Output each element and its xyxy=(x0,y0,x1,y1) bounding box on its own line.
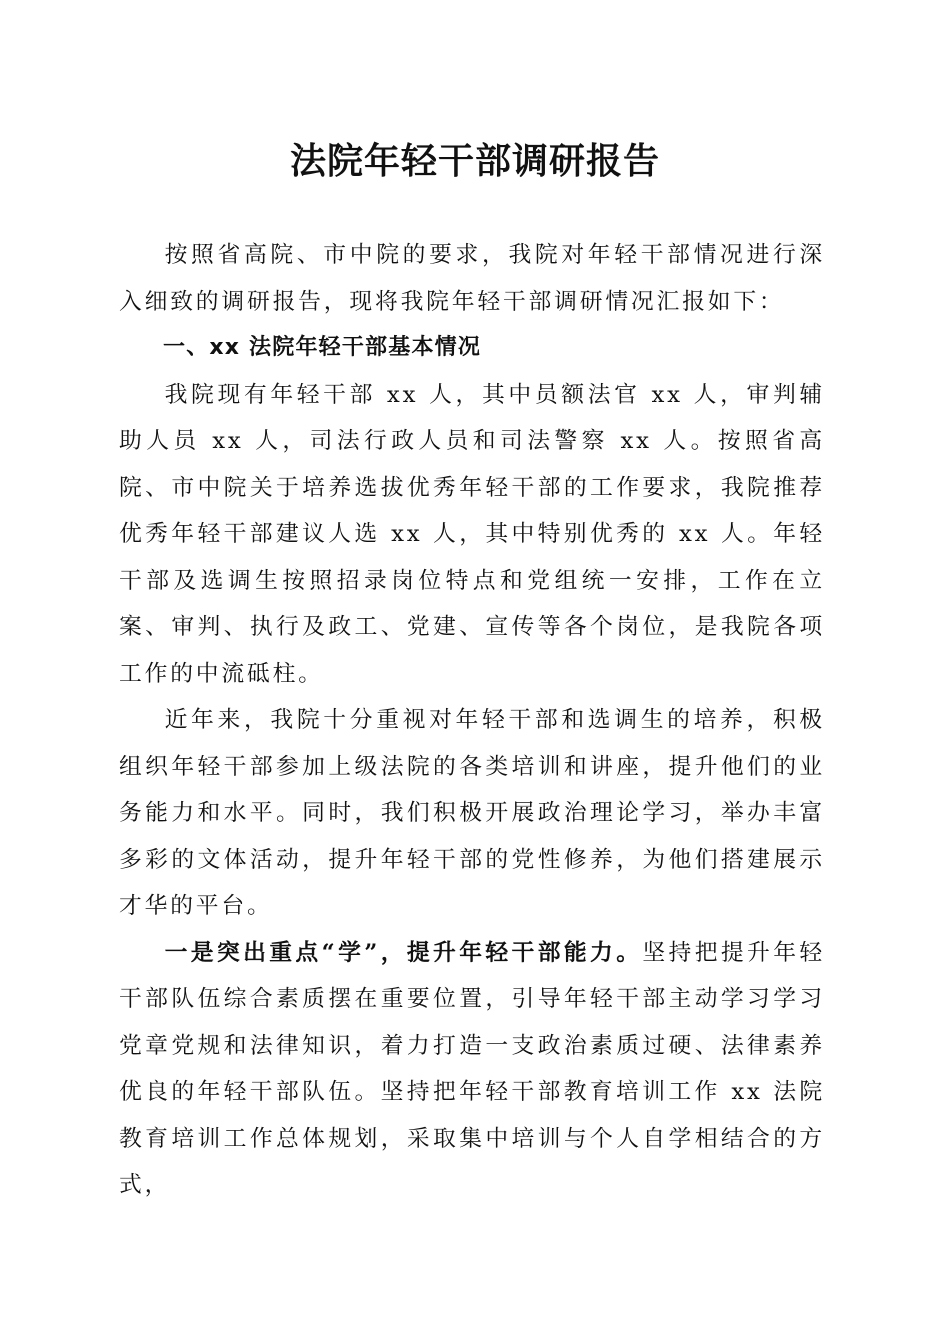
paragraph-study-lead: 一是突出重点“学”，提升年轻干部能力。 xyxy=(164,939,643,966)
paragraph-basic-situation: 我院现有年轻干部 xx 人，其中员额法官 xx 人，审判辅助人员 xx 人，司法行政人员和司法警察 xx 人。按照省高院、市中院关于培养选拔优秀年轻干部的工作要求，我院推荐优秀年轻干部建议人选 xx 人，其中特别优秀的 xx 人。年轻干部及选调生按照招录岗位特点和党组统一安排，工作在立案、审判、执行及政工、党建、宣传等各个岗位，是我院各项工作的中流砥柱。 xyxy=(119,381,825,687)
paragraph-study xyxy=(119,930,825,1209)
paragraph-training: 近年来，我院十分重视对年轻干部和选调生的培养，积极组织年轻干部参加上级法院的各类培训和讲座，提升他们的业务能力和水平。同时，我们积极开展政治理论学习，举办丰富多彩的文体活动，提升年轻干部的党性修养，为他们搭建展示才华的平台。 xyxy=(119,707,825,919)
paragraph-intro: 按照省高院、市中院的要求，我院对年轻干部情况进行深入细致的调研报告，现将我院年轻干部调研情况汇报如下： xyxy=(119,242,825,315)
section-heading-1: 一、xx 法院年轻干部基本情况 xyxy=(163,335,482,360)
document-body xyxy=(119,232,825,1209)
paragraph-study-text: 坚持把提升年轻干部队伍综合素质摆在重要位置，引导年轻干部主动学习学习党章党规和法律知识，着力打造一支政治素质过硬、法律素养优良的年轻干部队伍。坚持把年轻干部教育培训工作 xx 法院教育培训工作总体规划，采取集中培训与个人自学相结合的方式， xyxy=(119,939,825,1198)
document-title: 法院年轻干部调研报告 xyxy=(289,140,660,182)
